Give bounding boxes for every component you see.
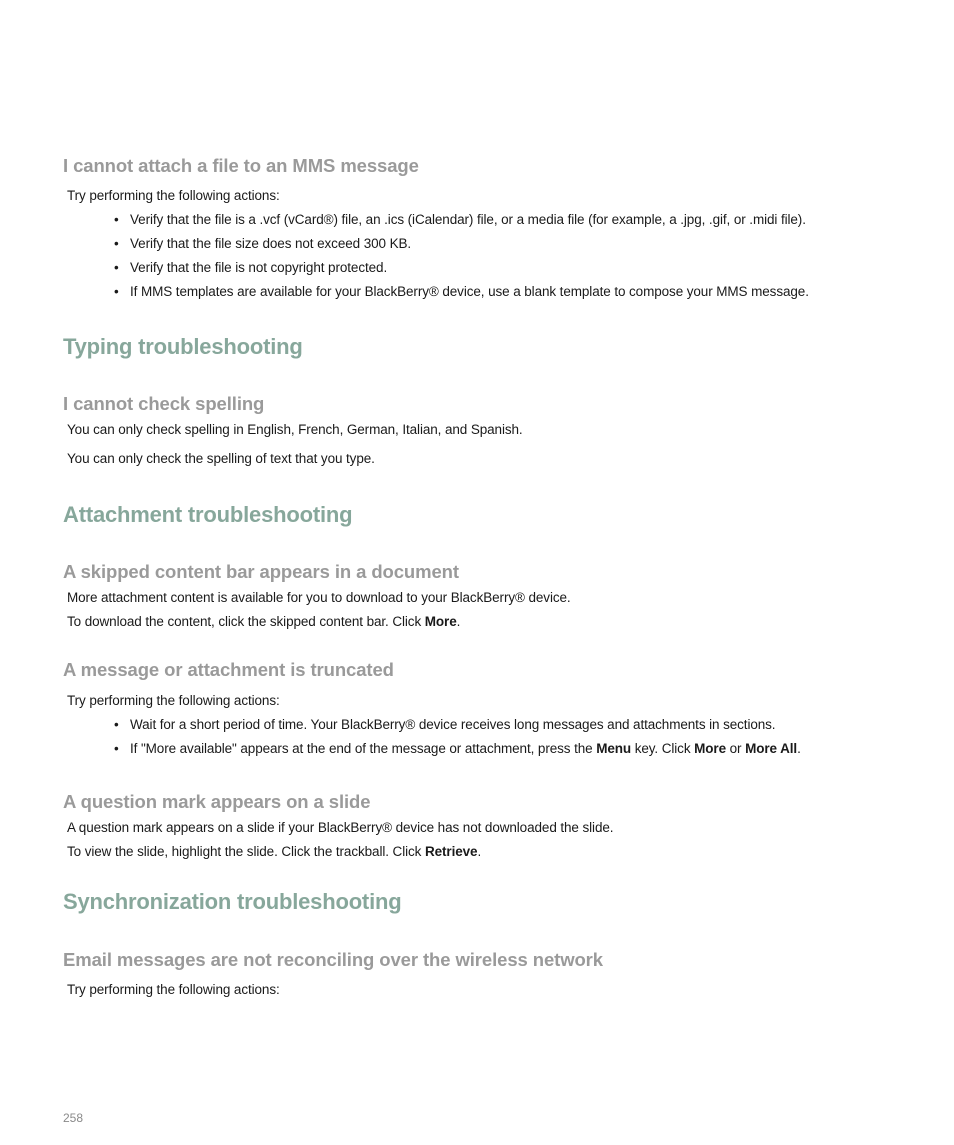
heading-typing-troubleshooting: Typing troubleshooting xyxy=(63,334,303,359)
text-span: key. Click xyxy=(631,741,695,756)
text-span: To view the slide, highlight the slide. Click the trackball. Click xyxy=(67,844,425,859)
list-item-text: Wait for a short period of time. Your BlackBerry® device receives long messages and attachments in sections. xyxy=(130,717,776,732)
list-item xyxy=(114,212,806,227)
bullet: • xyxy=(114,741,119,756)
question-paragraph-1: A question mark appears on a slide if your BlackBerry® device has not downloaded the slide. xyxy=(67,820,614,835)
spelling-paragraph-1: You can only check spelling in English, French, German, Italian, and Spanish. xyxy=(67,422,523,437)
text-span: . xyxy=(456,614,461,629)
bullet: • xyxy=(114,284,119,299)
page-number: 258 xyxy=(63,1111,84,1125)
email-intro: Try performing the following actions: xyxy=(67,982,280,997)
list-item xyxy=(114,717,775,732)
heading-mms-attach: I cannot attach a file to an MMS message xyxy=(63,155,419,176)
mms-attach-intro: Try performing the following actions: xyxy=(67,188,280,203)
bullet: • xyxy=(114,212,119,227)
skipped-paragraph-2 xyxy=(67,614,460,629)
menu-item-retrieve: Retrieve xyxy=(424,844,478,859)
heading-attachment-troubleshooting: Attachment troubleshooting xyxy=(63,502,353,527)
heading-check-spelling: I cannot check spelling xyxy=(63,393,265,414)
text-span: or xyxy=(725,741,746,756)
list-item-text: Verify that the file size does not exceed 300 KB. xyxy=(130,236,412,251)
key-menu: Menu xyxy=(596,741,632,756)
list-item xyxy=(114,260,387,275)
truncated-intro: Try performing the following actions: xyxy=(67,693,280,708)
skipped-paragraph-1: More attachment content is available for you to download to your BlackBerry® device. xyxy=(67,590,571,605)
list-item xyxy=(114,741,801,756)
question-paragraph-2 xyxy=(67,844,481,859)
heading-synchronization-troubleshooting: Synchronization troubleshooting xyxy=(63,889,402,914)
text-span: To download the content, click the skipped content bar. Click xyxy=(67,614,425,629)
list-item xyxy=(114,284,809,299)
bullet: • xyxy=(114,717,119,732)
heading-truncated: A message or attachment is truncated xyxy=(63,659,394,680)
list-item-text: Verify that the file is not copyright protected. xyxy=(130,260,388,275)
text-span: If "More available" appears at the end of the message or attachment, press the xyxy=(130,741,597,756)
heading-skipped-content: A skipped content bar appears in a document xyxy=(63,561,459,582)
text-span: . xyxy=(797,741,801,756)
spelling-paragraph-2: You can only check the spelling of text that you type. xyxy=(67,451,375,466)
menu-item-more-all: More All xyxy=(745,741,798,756)
list-item-text: Verify that the file is a .vcf (vCard®) file, an .ics (iCalendar) file, or a media file (for example, a .jpg, .gif, or .midi file). xyxy=(130,212,806,227)
list-item xyxy=(114,236,411,251)
menu-item-more: More xyxy=(424,614,457,629)
text-span: . xyxy=(477,844,482,859)
menu-item-more: More xyxy=(694,741,726,756)
bullet: • xyxy=(114,236,119,251)
heading-email-reconciling: Email messages are not reconciling over the wireless network xyxy=(63,949,603,970)
heading-question-mark: A question mark appears on a slide xyxy=(63,791,371,812)
list-item-text: If MMS templates are available for your BlackBerry® device, use a blank template to compose your MMS message. xyxy=(130,284,809,299)
bullet: • xyxy=(114,260,119,275)
